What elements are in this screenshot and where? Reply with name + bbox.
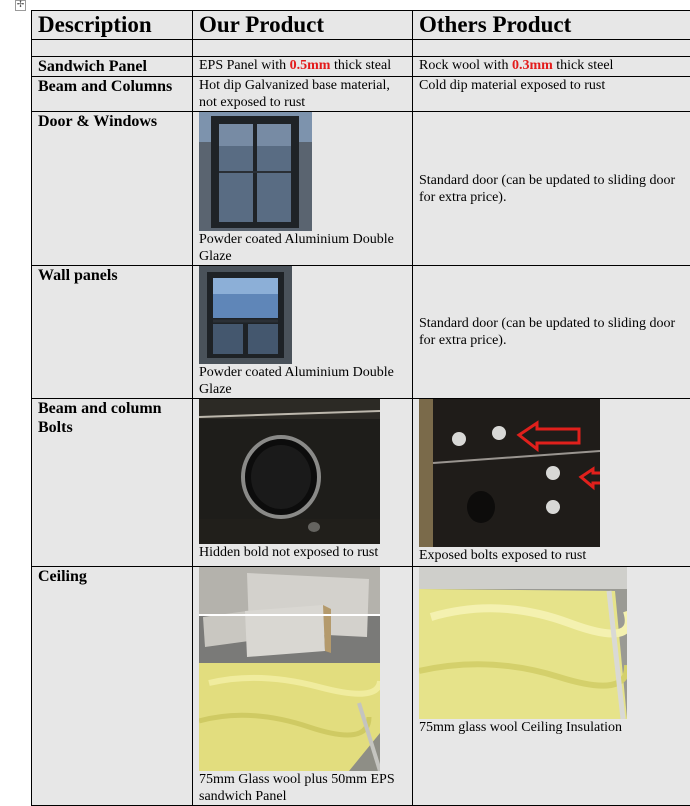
header-description: Description (32, 11, 193, 40)
row-label-sandwich-panel: Sandwich Panel (32, 57, 193, 77)
header-our-product: Our Product (193, 11, 413, 40)
header-row (32, 11, 690, 40)
others-bolts-caption: Exposed bolts exposed to rust (419, 547, 686, 564)
highlight-thickness: 0.3mm (512, 58, 553, 73)
others-ceiling-caption: 75mm glass wool Ceiling Insulation (419, 719, 686, 736)
eps-panel-photo (199, 567, 407, 663)
text: EPS Panel with (199, 58, 290, 73)
ceiling-insulation-photo (419, 567, 686, 719)
our-wall-panels (193, 266, 413, 399)
row-label-ceiling: Ceiling (32, 567, 193, 806)
table-row (32, 57, 690, 77)
aluminium-door-photo (199, 112, 407, 231)
text: thick steal (330, 58, 391, 73)
our-wall-caption: Powder coated Aluminium Double Glaze (199, 364, 407, 398)
exposed-bolts-photo (419, 399, 686, 547)
empty-cell (32, 40, 193, 57)
empty-row (32, 40, 690, 57)
text: Rock wool with (419, 58, 512, 73)
our-bolts-caption: Hidden bold not exposed to rust (199, 544, 407, 561)
others-ceiling (413, 567, 690, 806)
table-row (32, 399, 690, 567)
table-row (32, 266, 690, 399)
table-move-handle-icon[interactable]: ✢ (15, 0, 26, 11)
hidden-bolt-photo (199, 399, 407, 544)
row-label-door-windows: Door & Windows (32, 112, 193, 266)
our-door-windows (193, 112, 413, 266)
table-row (32, 112, 690, 266)
table-row (32, 77, 690, 112)
row-label-beam-columns: Beam and Columns (32, 77, 193, 112)
highlight-thickness: 0.5mm (290, 58, 331, 73)
row-label-bolts: Beam and column Bolts (32, 399, 193, 567)
others-sandwich-panel (413, 57, 690, 77)
row-label-wall-panels: Wall panels (32, 266, 193, 399)
table-row (32, 567, 690, 806)
our-sandwich-panel (193, 57, 413, 77)
our-beam-columns: Hot dip Galvanized base material, not exposed to rust (193, 77, 413, 112)
others-wall-panels: Standard door (can be updated to sliding door for extra price). (413, 266, 690, 399)
empty-cell (193, 40, 413, 57)
empty-cell (413, 40, 690, 57)
our-ceiling-caption: 75mm Glass wool plus 50mm EPS sandwich Panel (199, 771, 407, 805)
others-door-windows: Standard door (can be updated to sliding door for extra price). (413, 112, 690, 266)
our-bolts (193, 399, 413, 567)
others-beam-columns: Cold dip material exposed to rust (413, 77, 690, 112)
text: thick steel (553, 58, 614, 73)
our-door-caption: Powder coated Aluminium Double Glaze (199, 231, 407, 265)
our-ceiling (193, 567, 413, 806)
aluminium-window-photo (199, 266, 407, 364)
glass-wool-photo (199, 663, 407, 771)
others-bolts (413, 399, 690, 567)
header-others-product: Others Product (413, 11, 690, 40)
comparison-table (31, 10, 690, 806)
